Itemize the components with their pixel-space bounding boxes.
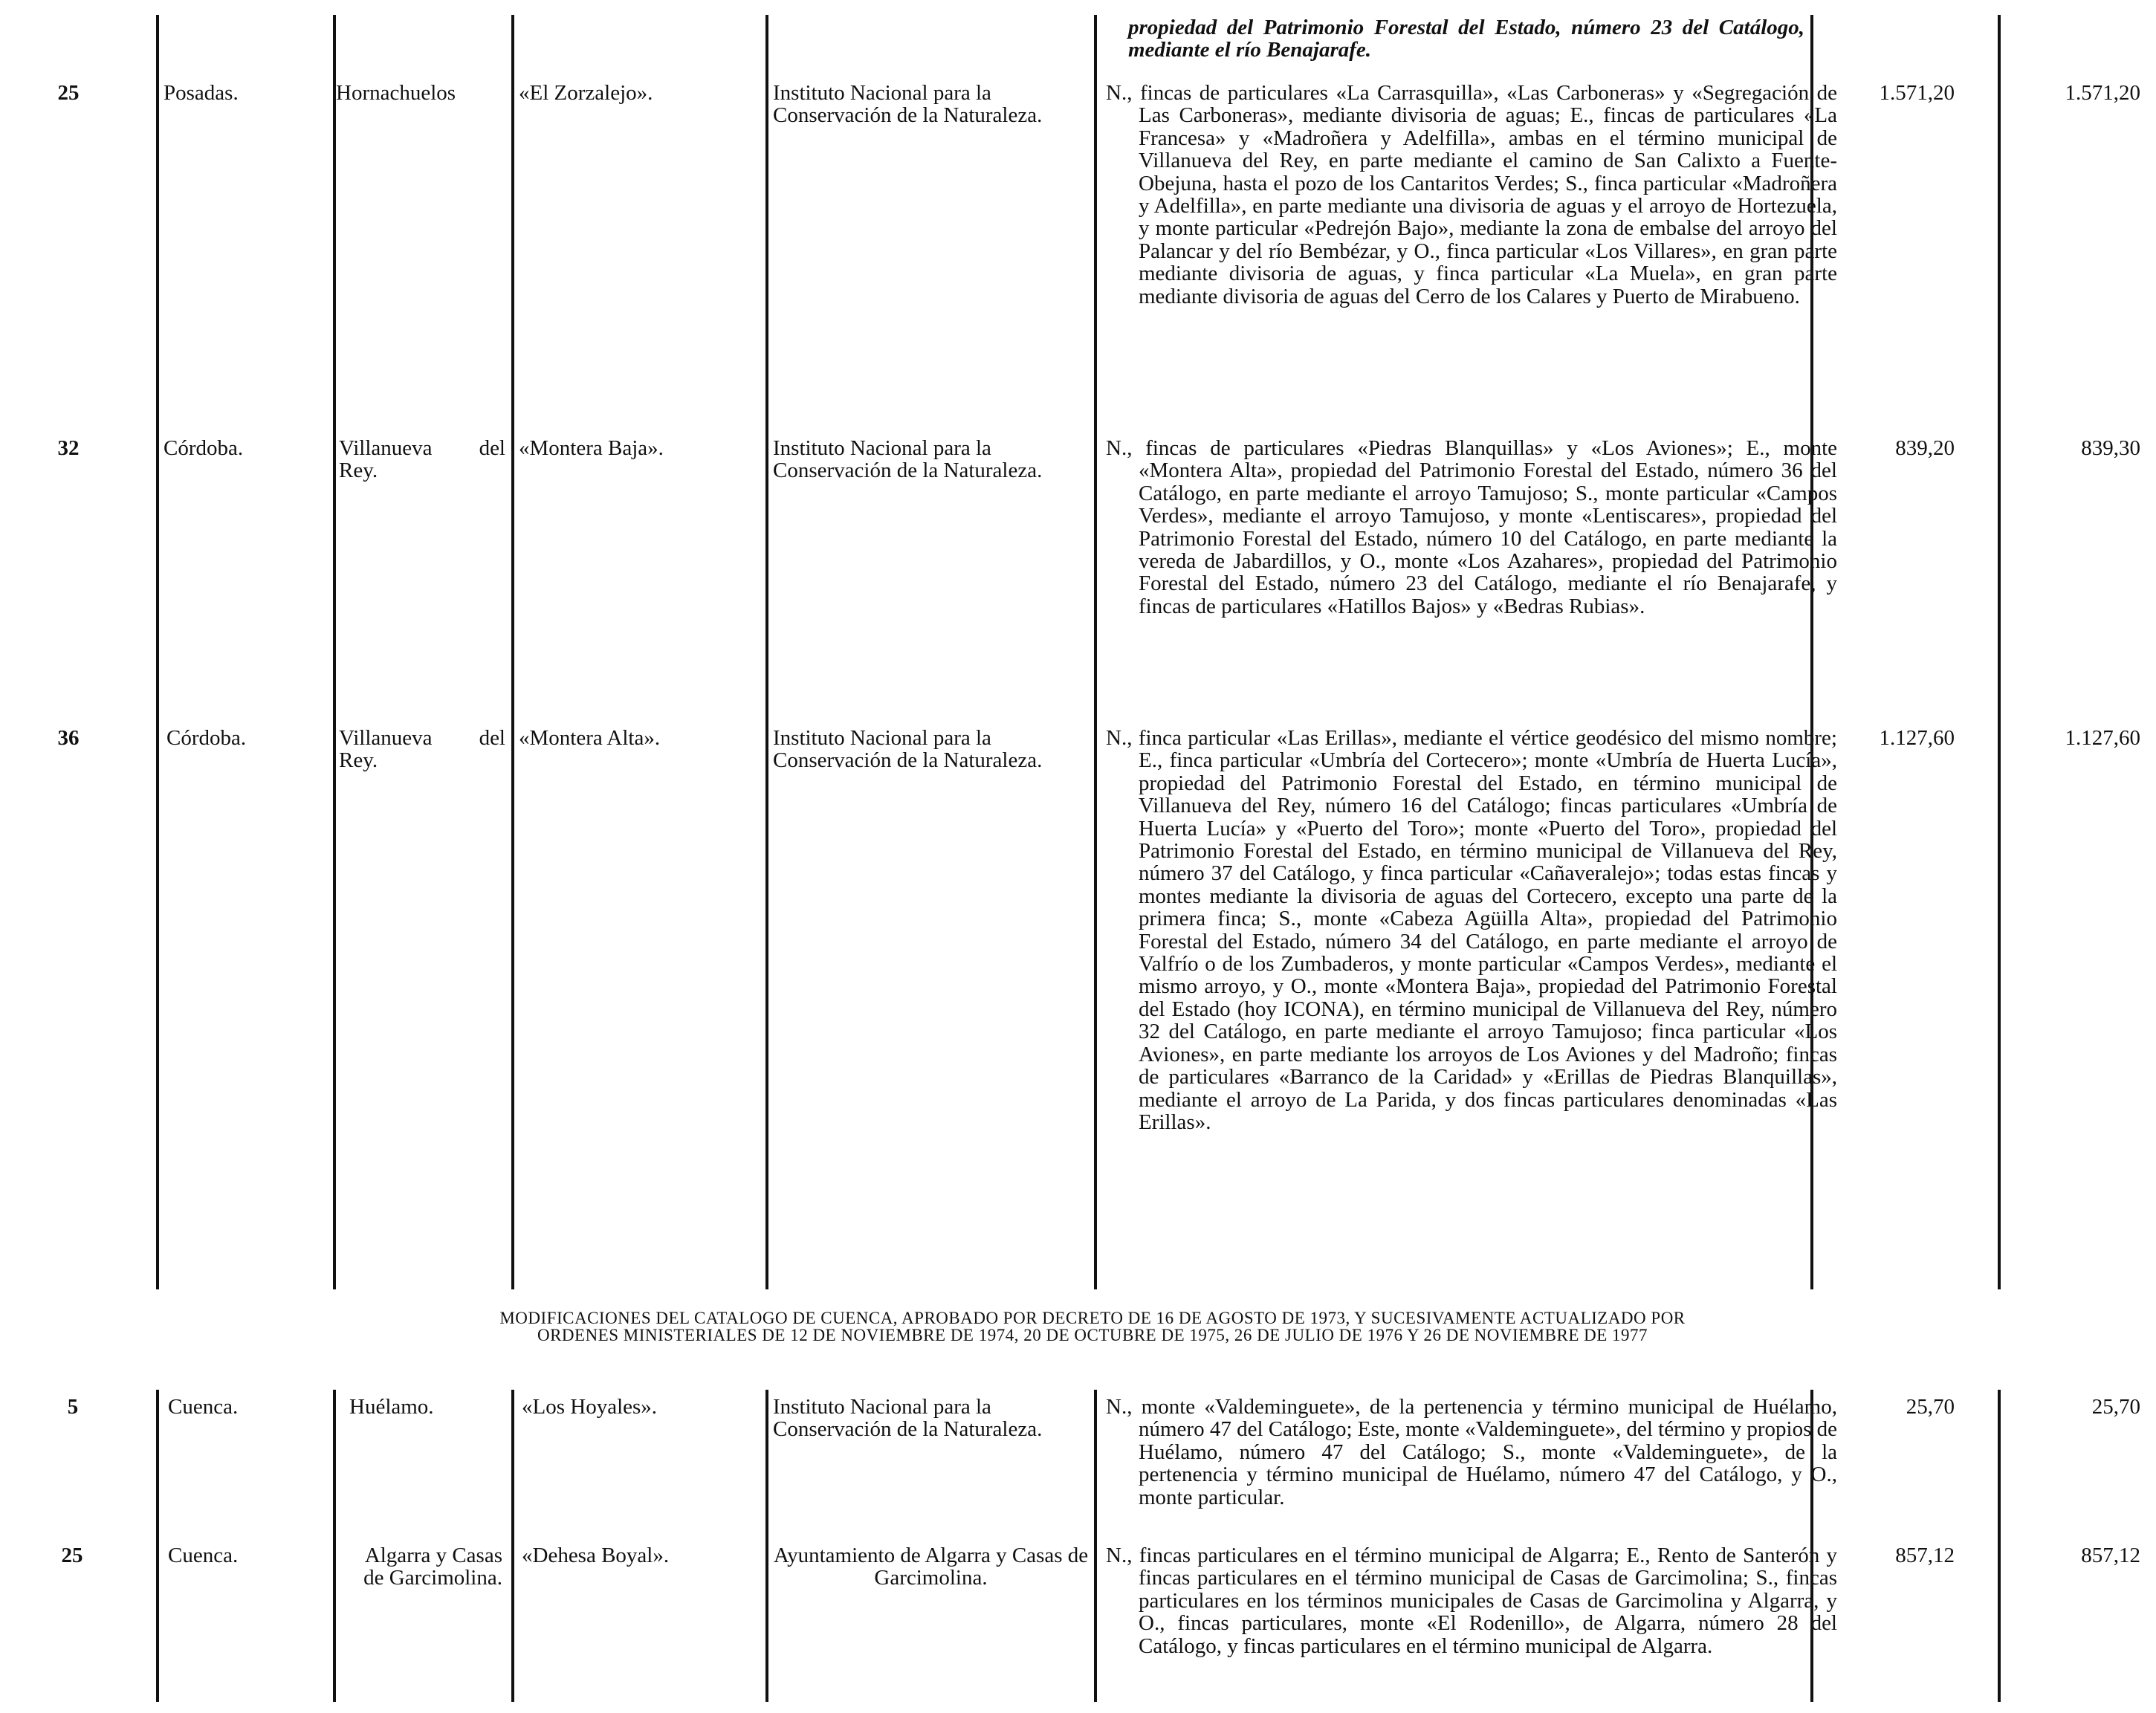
row-number: 25 bbox=[57, 81, 80, 105]
municipality-cell: Algarra y Casas de Garcimolina. bbox=[363, 1544, 502, 1590]
forest-name-cell: «Montera Baja». bbox=[519, 436, 664, 460]
forest-name-cell: «Montera Alta». bbox=[519, 726, 661, 750]
row-number: 25 bbox=[61, 1544, 83, 1567]
column-rule bbox=[511, 1390, 514, 1702]
boundaries-cell: N., fincas de particulares «Piedras Blanquillas» y «Los Aviones»; E., monte «Montera Alta», propiedad del Patrimonio Forestal del Estado, número 36 del Catálogo, en parte mediante el arroyo Tamujoso; S., monte particular «Campos Verdes», mediante el arroyo Tamujoso, y monte «Lentiscares», propiedad del Patrimonio Forestal del Estado, número 10 del Catálogo, en parte mediante la vereda de Jabardillos, y O., monte «Los Azahares», propiedad del Patrimonio Forestal del Estado, número 23 del Catálogo, mediante el río Benajarafe, y fincas de particulares «Hatillos Bajos» y «Bedras Rubias». bbox=[1106, 436, 1837, 618]
forest-name-cell: «Los Hoyales». bbox=[522, 1395, 658, 1419]
province-cell: Córdoba. bbox=[166, 726, 247, 750]
forest-name-cell: «El Zorzalejo». bbox=[519, 81, 653, 105]
boundaries-cell: N., finca particular «Las Erillas», mediante el vértice geodésico del mismo nombre; E., finca particular «Umbría del Cortecero»; monte «Umbría de Huerta Lucía», propiedad del Patrimonio Forestal del Estado, en término municipal de Villanueva del Rey, número 16 del Catálogo; fincas particulares «Umbría de Huerta Lucía» y «Puerto del Toro»; monte «Puerto del Toro», propiedad del Patrimonio Forestal del Estado, en término municipal de Villanueva del Rey, número 37 del Catálogo, y finca particular «Cañaveralejo»; todas estas fincas y montes mediante la divisoria de aguas del Cortecero, excepto una parte de la primera finca; S., monte «Cabeza Agüilla Alta», propiedad del Patrimonio Forestal del Estado, número 34 del Catálogo, en parte mediante el arroyo de Valfrío o de los Zumbaderos, y monte particular «Campos Verdes», mediante el mismo arroyo, y O., monte «Montera Baja», propiedad del Patrimonio Forestal del Estado (hoy ICONA), en término municipal de Villanueva del Rey, número 32 del Catálogo, en parte mediante el arroyo Tamujoso; finca particular «Los Aviones», en parte mediante los arroyos de Los Aviones y del Madroño; fincas de particulares «Barranco de la Caridad» y «Erillas de Piedras Blanquillas», mediante el arroyo de La Parida, y dos fincas particulares denominadas «Las Erillas». bbox=[1106, 726, 1837, 1134]
area-cell: 1.127,60 bbox=[1879, 726, 1955, 750]
owner-cell: Instituto Nacional para la Conservación de la Naturaleza. bbox=[773, 1395, 1043, 1442]
row-number: 32 bbox=[57, 436, 80, 460]
section-heading: MODIFICACIONES DEL CATALOGO DE CUENCA, APROBADO POR DECRETO DE 16 DE AGOSTO DE 1973, Y SUCESIVAMENTE ACTUALIZADO POR ORDENES MINISTERIALES DE 12 DE NOVIEMBRE DE 1974, 20 DE OCTUBRE DE 1975, 26 DE JULIO DE 1976 Y 26 DE NOVIEMBRE DE 1977 bbox=[499, 1309, 1686, 1344]
column-rule bbox=[1998, 1390, 2001, 1702]
column-rule bbox=[765, 1390, 768, 1702]
column-rule bbox=[156, 1390, 159, 1702]
area-cell: 857,12 bbox=[2081, 1544, 2140, 1567]
column-rule bbox=[1094, 15, 1097, 1289]
owner-cell: Ayuntamiento de Algarra y Casas de Garcimolina. bbox=[773, 1544, 1089, 1590]
area-cell: 839,20 bbox=[1895, 436, 1955, 460]
municipality-cell: Huélamo. bbox=[349, 1395, 434, 1419]
row-number: 5 bbox=[67, 1395, 79, 1419]
owner-cell: Instituto Nacional para la Conservación de la Naturaleza. bbox=[773, 436, 1043, 483]
province-cell: Posadas. bbox=[164, 81, 239, 105]
area-cell: 1.571,20 bbox=[1879, 81, 1955, 105]
boundaries-cell: N., fincas de particulares «La Carrasquilla», «Las Carboneras» y «Segregación de Las Carboneras», mediante divisoria de aguas; E., fincas de particulares «La Francesa» y «Madroñera y Adelfilla», ambas en el término municipal de Villanueva del Rey, en parte mediante el camino de San Calixto a Fuente-Obejuna, hasta el pozo de los Cantaritos Verdes; S., finca particular «Madroñera y Adelfilla», en parte mediante una divisoria de aguas y el arroyo de Hortezuela, y monte particular «Pedrejón Bajo», mediante la zona de embalse del arroyo del Palancar y del río Bembézar, y O., finca particular «Los Villares», en gran parte mediante divisoria de aguas, y finca particular «La Muela», en gran parte mediante divisoria de aguas del Cerro de los Calares y Puerto de Mirabueno. bbox=[1106, 81, 1837, 308]
municipality-cell: Hornachuelos bbox=[336, 81, 456, 105]
area-cell: 857,12 bbox=[1895, 1544, 1955, 1567]
column-rule bbox=[156, 15, 159, 1289]
forest-name-cell: «Dehesa Boyal». bbox=[522, 1544, 670, 1567]
area-cell: 25,70 bbox=[2091, 1395, 2140, 1419]
municipality-cell: Villanueva del Rey. bbox=[339, 436, 505, 483]
province-cell: Córdoba. bbox=[164, 436, 244, 460]
continuation-text: propiedad del Patrimonio Forestal del Estado, número 23 del Catálogo, mediante el río Benajarafe. bbox=[1128, 16, 1804, 62]
area-cell: 1.127,60 bbox=[2065, 726, 2140, 750]
area-cell: 1.571,20 bbox=[2065, 81, 2140, 105]
municipality-cell: Villanueva del Rey. bbox=[339, 726, 505, 773]
row-number: 36 bbox=[57, 726, 80, 750]
area-cell: 25,70 bbox=[1906, 1395, 1955, 1419]
column-rule bbox=[333, 1390, 336, 1702]
column-rule bbox=[1094, 1390, 1097, 1702]
province-cell: Cuenca. bbox=[168, 1395, 239, 1419]
column-rule bbox=[511, 15, 514, 1289]
boundaries-cell: N., monte «Valdeminguete», de la pertenencia y término municipal de Huélamo, número 47 del Catálogo; Este, monte «Valdeminguete», del término y propios de Huélamo, número 47 del Catálogo; S., monte «Valdeminguete», de la pertenencia y término municipal de Huélamo, número 47 del Catálogo, y O., monte particular. bbox=[1106, 1395, 1837, 1509]
column-rule bbox=[765, 15, 768, 1289]
province-cell: Cuenca. bbox=[168, 1544, 239, 1567]
boundaries-cell: N., fincas particulares en el término municipal de Algarra; E., Rento de Santerón y fincas particulares en el término municipal de Casas de Garcimolina; S., fincas particulares en los términos municipales de Casas de Garcimolina y Algarra, y O., fincas particulares, monte «El Rodenillo», de Algarra, número 28 del Catálogo, y fincas particulares en el término municipal de Algarra. bbox=[1106, 1544, 1837, 1658]
area-cell: 839,30 bbox=[2081, 436, 2140, 460]
column-rule bbox=[333, 15, 336, 1289]
column-rule bbox=[1998, 15, 2001, 1289]
owner-cell: Instituto Nacional para la Conservación de la Naturaleza. bbox=[773, 81, 1043, 128]
owner-cell: Instituto Nacional para la Conservación de la Naturaleza. bbox=[773, 726, 1043, 773]
